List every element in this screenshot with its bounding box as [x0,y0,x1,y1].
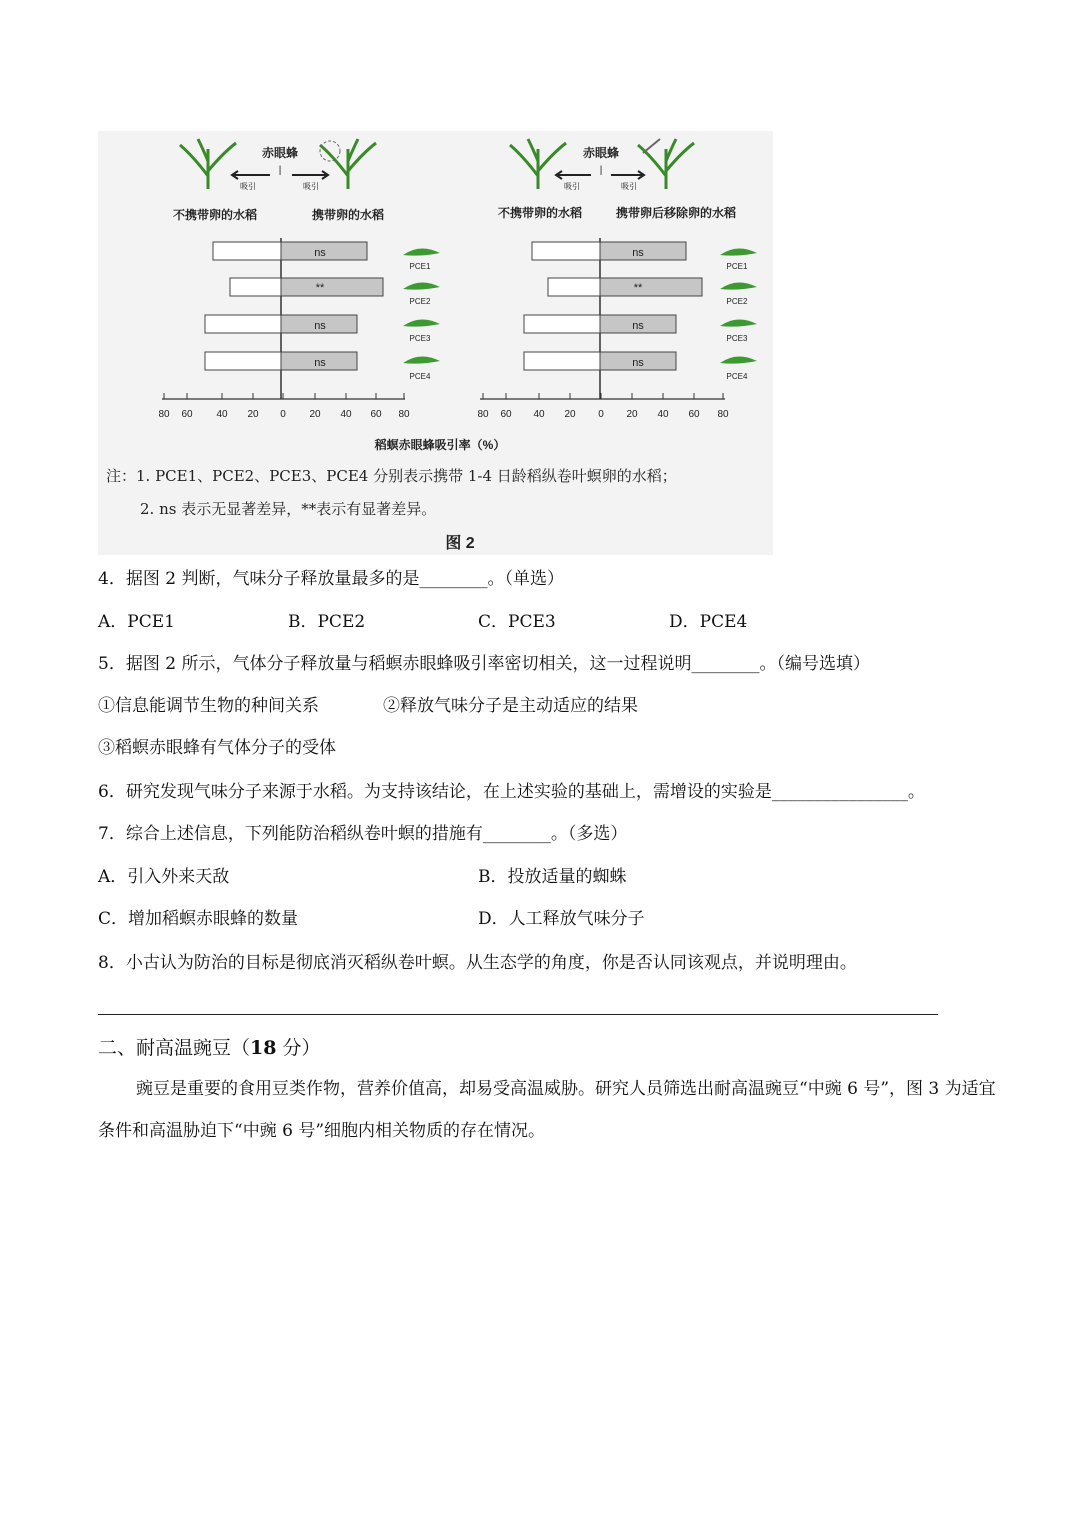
left-plant-label-2: 携带卵的水稻 [311,208,385,222]
sig-label: ** [315,282,325,294]
bar-row [548,278,702,296]
tick-label: 40 [657,409,669,420]
bar-left [205,352,281,370]
tick-label: 0 [598,409,604,420]
sig-label: ns [314,320,326,332]
pce-label: PCE4 [726,372,748,381]
bar-left [524,352,600,370]
bar-left [532,242,600,260]
question-8: 8．小古认为防治的目标是彻底消灭稻纵卷叶螟。从生态学的角度，你是否认同该观点，并说明理由。 [98,953,857,973]
attract-label: 吸引 [621,182,637,191]
axis-ticks [483,393,723,399]
bar-left [230,278,281,296]
leaf-icon [403,248,440,255]
bar-row [205,352,357,370]
pce-label: PCE2 [726,297,748,306]
q5-item-3: ③稻螟赤眼蜂有气体分子的受体 [98,738,336,758]
arrow-right-icon [611,171,644,179]
bar-row [213,242,367,260]
wasp-label: 赤眼蜂 [261,146,299,160]
tick-label: 80 [717,409,729,420]
section-title-prefix: 二、耐高温豌豆（ [98,1037,251,1059]
arrow-left-icon [556,171,591,179]
tick-label: 80 [158,409,170,420]
tick-label: 60 [500,409,512,420]
tick-label: 20 [247,409,259,420]
sig-label: ns [314,247,326,259]
pce-label: PCE3 [726,334,748,343]
sig-label: ns [632,357,644,369]
leaf-icon [720,282,757,289]
tick-label: 60 [181,409,193,420]
note-2: 2. ns 表示无显著差异，**表示有显著差异。 [140,500,437,518]
attract-label: 吸引 [240,182,256,191]
plant-icon [638,139,694,189]
tick-label: 60 [370,409,382,420]
attract-label: 吸引 [303,182,319,191]
right-plant-label-1: 不携带卵的水稻 [497,206,583,220]
pce-label: PCE1 [726,262,748,271]
leaf-icon [720,248,757,255]
tick-label: 20 [564,409,576,420]
plant-icon [320,139,376,189]
bar-row [205,315,357,333]
q4-option-b: B．PCE2 [288,612,366,632]
tick-label: 60 [688,409,700,420]
question-7: 7．综合上述信息，下列能防治稻纵卷叶螟的措施有________。（多选） [98,824,628,844]
tick-label: 20 [626,409,638,420]
bar-left [205,315,281,333]
plant-icon [180,139,236,189]
leaf-icon [403,356,440,363]
question-4: 4．据图 2 判断，气味分子释放量最多的是________。（单选） [98,569,564,589]
sig-label: ** [633,282,643,294]
section-title-suffix: 分） [276,1037,321,1059]
pce-label: PCE3 [409,334,431,343]
leaf-icon [720,356,757,363]
q4-option-d: D．PCE4 [669,612,748,632]
egg-circle-icon [320,141,340,161]
pce-label: PCE1 [409,262,431,271]
leaf-icon [403,319,440,326]
wasp-icon: | [599,165,603,176]
bar-left [548,278,600,296]
plant-icon [510,139,566,189]
figure-2 [98,131,773,555]
pce-label: PCE2 [409,297,431,306]
figure-2-svg [98,131,773,555]
answer-line [98,1014,938,1015]
bar-right [281,278,383,296]
q5-item-2: ②释放气味分子是主动适应的结果 [383,696,638,716]
bar-row [524,315,676,333]
sig-label: ns [632,320,644,332]
leaf-icon [720,319,757,326]
tick-label: 80 [398,409,410,420]
bar-left [213,242,281,260]
forceps-icon [643,139,660,153]
attract-label: 吸引 [564,182,580,191]
tick-label: 0 [280,409,286,420]
q7-option-c: C．增加稻螟赤眼蜂的数量 [98,909,299,929]
bar-row [532,242,686,260]
pce-label: PCE4 [409,372,431,381]
bar-row [524,352,676,370]
sig-label: ns [632,247,644,259]
arrow-left-icon [232,171,270,179]
tick-label: 40 [216,409,228,420]
q7-option-a: A．引入外来天敌 [98,867,230,887]
right-plant-label-2: 携带卵后移除卵的水稻 [615,206,737,220]
section-2-paragraph: 豌豆是重要的食用豆类作物，营养价值高，却易受高温威胁。研究人员筛选出耐高温豌豆“中豌 6 号”，图 3 为适宜条件和高温胁迫下“中豌 6 号”细胞内相关物质的存在情况。 [98,1079,996,1141]
bar-right [600,278,702,296]
q4-option-c: C．PCE3 [478,612,556,632]
q5-item-1: ①信息能调节生物的种间关系 [98,696,319,716]
leaf-icon [403,282,440,289]
q7-option-d: D．人工释放气味分子 [478,909,645,929]
question-5: 5．据图 2 所示，气体分子释放量与稻螟赤眼蜂吸引率密切相关，这一过程说明________。（编号选填） [98,654,870,674]
q4-option-a: A．PCE1 [98,612,175,632]
bar-left [524,315,600,333]
bar-row [230,278,383,296]
section-score: 18 [250,1037,277,1059]
q7-option-b: B．投放适量的蜘蛛 [478,867,627,887]
question-6: 6．研究发现气味分子来源于水稻。为支持该结论，在上述实验的基础上，需增设的实验是________________。 [98,782,925,802]
note-1: 注：1. PCE1、PCE2、PCE3、PCE4 分别表示携带 1-4 日龄稻纵卷叶螟卵的水稻； [106,467,677,485]
left-plant-label-1: 不携带卵的水稻 [172,208,258,222]
axis-ticks [164,393,404,399]
figure-caption: 图 2 [445,535,475,552]
wasp-icon: | [278,165,282,176]
wasp-label: 赤眼蜂 [582,146,620,160]
tick-label: 40 [340,409,352,420]
section-2-title [98,1035,321,1061]
tick-label: 20 [309,409,321,420]
x-axis-label: 稻螟赤眼蜂吸引率（%） [374,438,506,452]
tick-label: 80 [477,409,489,420]
tick-label: 40 [533,409,545,420]
sig-label: ns [314,357,326,369]
arrow-right-icon [292,171,328,179]
